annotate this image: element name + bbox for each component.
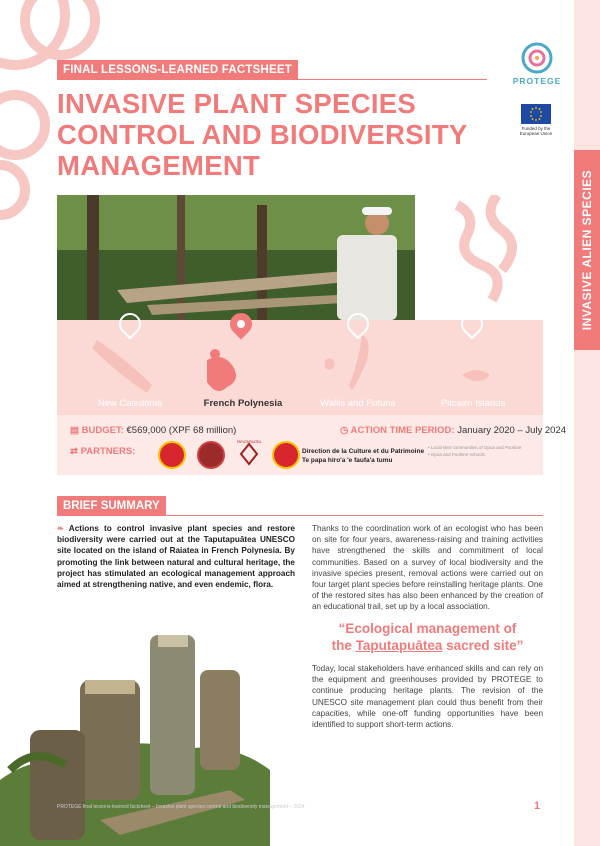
page-title: INVASIVE PLANT SPECIES CONTROL AND BIODIVERSITY MANAGEMENT bbox=[57, 88, 468, 181]
title-divider bbox=[57, 79, 487, 80]
section-divider bbox=[57, 515, 543, 516]
partner-logo-culture bbox=[272, 441, 300, 469]
eu-caption: Funded by the European Union bbox=[519, 126, 553, 136]
side-tab: INVASIVE ALIEN SPECIES bbox=[574, 150, 600, 350]
budget-value: €569,000 (XPF 68 million) bbox=[126, 425, 237, 436]
partners-label: PARTNERS: bbox=[80, 446, 136, 457]
budget-icon: ▤ bbox=[70, 425, 79, 436]
partner-logo-seal bbox=[197, 441, 225, 469]
summary-lead-paragraph: ❧ Actions to control invasive plant species and restore biodiversity were carried out at the Taputapuātea UNESCO site located on the island of Raiatea in French Polynesia. By promoting the link between natural and cultural heritage, the project has stimulated an ecological management approach aimed at strengthening native, and even endemic, flora. bbox=[57, 524, 295, 590]
territory-label: New Caledonia bbox=[97, 398, 163, 409]
territory-label-active: French Polynesia bbox=[203, 398, 283, 409]
tree-stump-photo bbox=[0, 630, 310, 846]
eu-flag-icon bbox=[521, 104, 551, 124]
partner-notes: • Local Islet communities of Opoa and Puohine • Opoa and Puohine schools bbox=[428, 445, 522, 457]
page-footer: PROTEGE final lessons-learned factsheet – Invasive plant species control and biodiversity management – 2024 bbox=[57, 804, 305, 810]
summary-paragraph-2: Today, local stakeholders have enhanced skills and can rely on the equipment and greenhouses provided by PROTEGE to continue producing heritage plants. The revision of the UNESCO site management plan could thus benefit from their capacities, while one-off funding opportunities have been identified to support short-term actions. bbox=[312, 664, 543, 730]
handshake-icon: ⇄ bbox=[70, 446, 78, 457]
forest-worker-photo bbox=[57, 195, 543, 320]
period-label: ACTION TIME PERIOD: bbox=[350, 425, 455, 436]
partner-direction-text: Direction de la Culture et du Patrimoine Te papa hiro'a 'e faufa'a tumu bbox=[302, 448, 425, 464]
side-band bbox=[574, 0, 600, 846]
period-value: January 2020 – July 2024 bbox=[457, 425, 567, 436]
pull-quote: “Ecological management of the Taputapuātea sacred site” bbox=[331, 621, 524, 653]
logo-text: PROTEGE bbox=[512, 76, 562, 86]
partners-row bbox=[70, 446, 135, 457]
leaf-icon: ❧ bbox=[57, 524, 64, 533]
page-number: 1 bbox=[534, 800, 541, 812]
clock-icon: ◷ bbox=[340, 425, 349, 436]
period-row bbox=[340, 425, 566, 436]
section-title-brief-summary: BRIEF SUMMARY bbox=[57, 496, 166, 516]
partner-badge-text: TAPUTAPUATEA bbox=[236, 440, 262, 444]
factsheet-label: FINAL LESSONS-LEARNED FACTSHEET bbox=[57, 60, 298, 80]
territory-label: Pitcairn Islands bbox=[440, 398, 506, 409]
budget-label: BUDGET: bbox=[81, 425, 124, 436]
budget-row bbox=[70, 425, 236, 436]
territory-label: Wallis and Futuna bbox=[320, 398, 396, 409]
partner-logo-taputapuatea bbox=[236, 438, 262, 472]
summary-paragraph-1: Thanks to the coordination work of an ecologist who has been on site for four years, awareness-raising and training activities have strengthened the skills and commitment of local communities. Based on a survey of local biodiversity and the invasive species present, removal actions were carried out on four target plant species before reinstalling heritage plants. One of the restored sites has also been enhanced by the creation of an educational trail, set up by a local association. bbox=[312, 524, 543, 612]
partner-logo-polynesia bbox=[158, 441, 186, 469]
